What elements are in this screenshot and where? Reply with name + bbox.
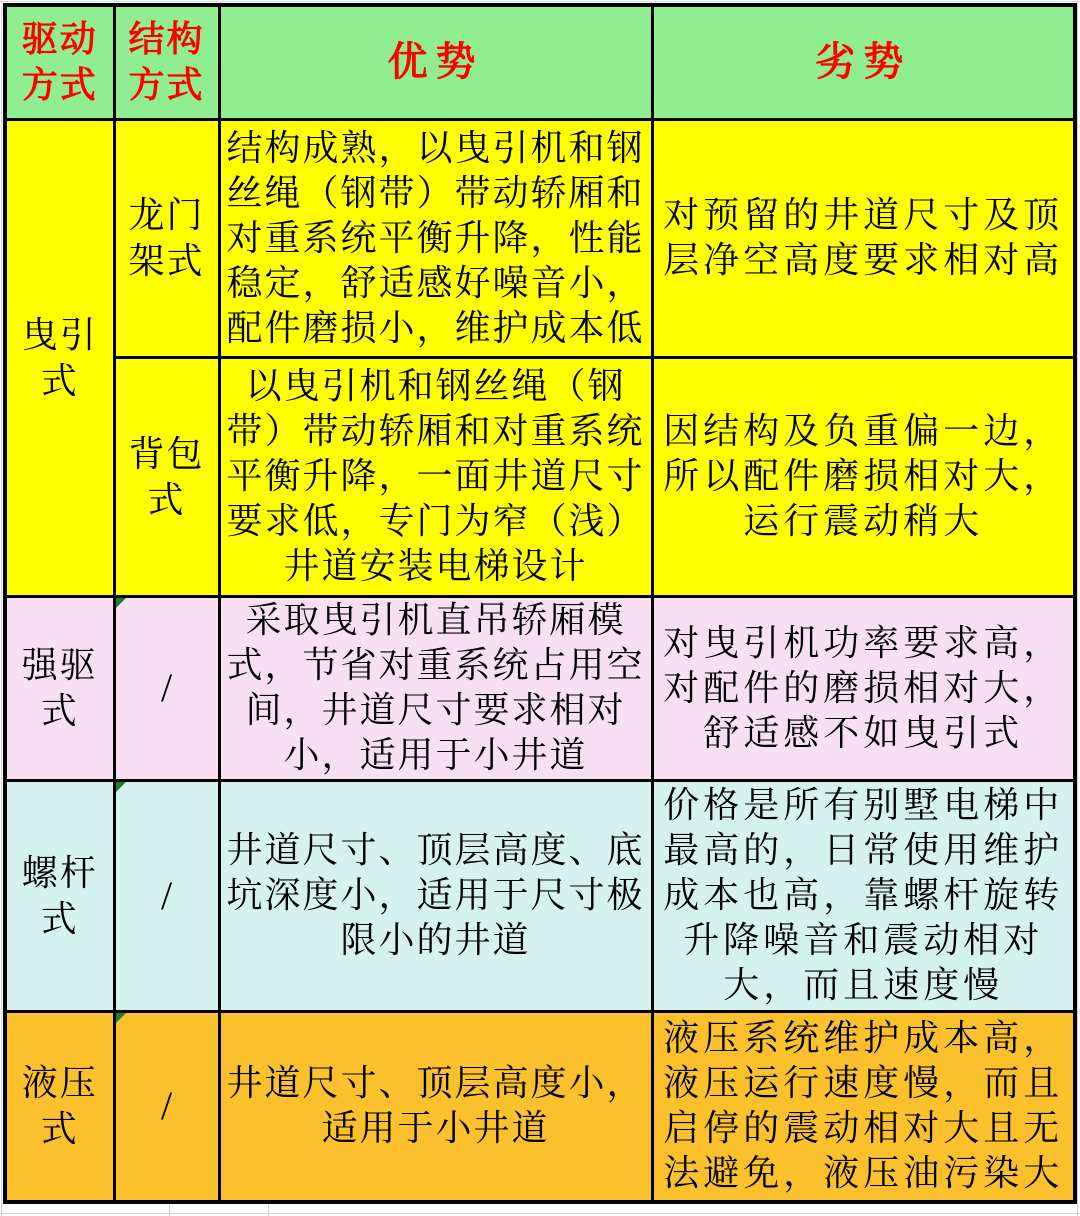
gridline-bottom — [0, 1213, 1080, 1214]
cell-structure-none — [114, 596, 219, 780]
cell-error-indicator-triangle-icon — [116, 1013, 126, 1023]
cell-error-indicator-triangle-icon — [116, 598, 126, 608]
cell-disadvantage-hydraulic: 液压系统维护成本高，液压运行速度慢，而且启停的震动相对大且无法避免，液压油污染大 — [652, 1011, 1075, 1202]
cell-drive-screw: 螺杆式 — [5, 780, 114, 1011]
cell-structure-gantry: 龙门架式 — [114, 119, 219, 357]
row-traction-gantry — [5, 119, 1075, 357]
cell-advantage-gantry: 结构成熟，以曳引机和钢丝绳（钢带）带动轿厢和对重系统平衡升降，性能稳定，舒适感好噪音小，配件磨损小，维护成本低 — [219, 119, 652, 357]
cell-drive-hydraulic: 液压式 — [5, 1011, 114, 1202]
header-disadvantage: 劣势 — [652, 5, 1075, 119]
header-advantage: 优势 — [219, 5, 652, 119]
table-header-row — [5, 5, 1075, 119]
row-screw-drive — [5, 780, 1075, 1011]
cell-disadvantage-gantry: 对预留的井道尺寸及顶层净空高度要求相对高 — [652, 119, 1075, 357]
cell-structure-backpack: 背包式 — [114, 357, 219, 596]
gridline-top — [0, 1, 1080, 2]
gridline-tick — [169, 1204, 170, 1216]
cell-advantage-forced: 采取曳引机直吊轿厢模式，节省对重系统占用空间，井道尺寸要求相对小，适用于小井道 — [219, 596, 652, 780]
row-hydraulic-drive — [5, 1011, 1075, 1202]
elevator-drive-comparison-table — [3, 3, 1077, 1204]
gridline-right — [1077, 0, 1078, 1216]
row-traction-backpack — [5, 357, 1075, 596]
cell-error-indicator-triangle-icon — [116, 782, 126, 792]
cell-drive-forced: 强驱式 — [5, 596, 114, 780]
gridline-tick — [268, 1204, 269, 1216]
cell-advantage-hydraulic: 井道尺寸、顶层高度小，适用于小井道 — [219, 1011, 652, 1202]
cell-disadvantage-forced: 对曳引机功率要求高，对配件的磨损相对大，舒适感不如曳引式 — [652, 596, 1075, 780]
cell-structure-none — [114, 1011, 219, 1202]
slash-placeholder: / — [160, 1083, 173, 1129]
header-drive-method: 驱动方式 — [5, 5, 114, 119]
cell-disadvantage-backpack: 因结构及负重偏一边，所以配件磨损相对大，运行震动稍大 — [652, 357, 1075, 596]
slash-placeholder: / — [160, 872, 173, 918]
cell-advantage-backpack: 以曳引机和钢丝绳（钢带）带动轿厢和对重系统平衡升降，一面井道尺寸要求低，专门为窄（浅）井道安装电梯设计 — [219, 357, 652, 596]
cell-structure-none — [114, 780, 219, 1011]
row-forced-drive — [5, 596, 1075, 780]
header-structure-method: 结构方式 — [114, 5, 219, 119]
slash-placeholder: / — [160, 665, 173, 710]
cell-advantage-screw: 井道尺寸、顶层高度、底坑深度小，适用于尺寸极限小的井道 — [219, 780, 652, 1011]
cell-disadvantage-screw: 价格是所有别墅电梯中最高的，日常使用维护成本也高，靠螺杆旋转升降噪音和震动相对大，而且速度慢 — [652, 780, 1075, 1011]
cell-drive-traction: 曳引式 — [5, 119, 114, 596]
gridline-left — [1, 0, 2, 1216]
